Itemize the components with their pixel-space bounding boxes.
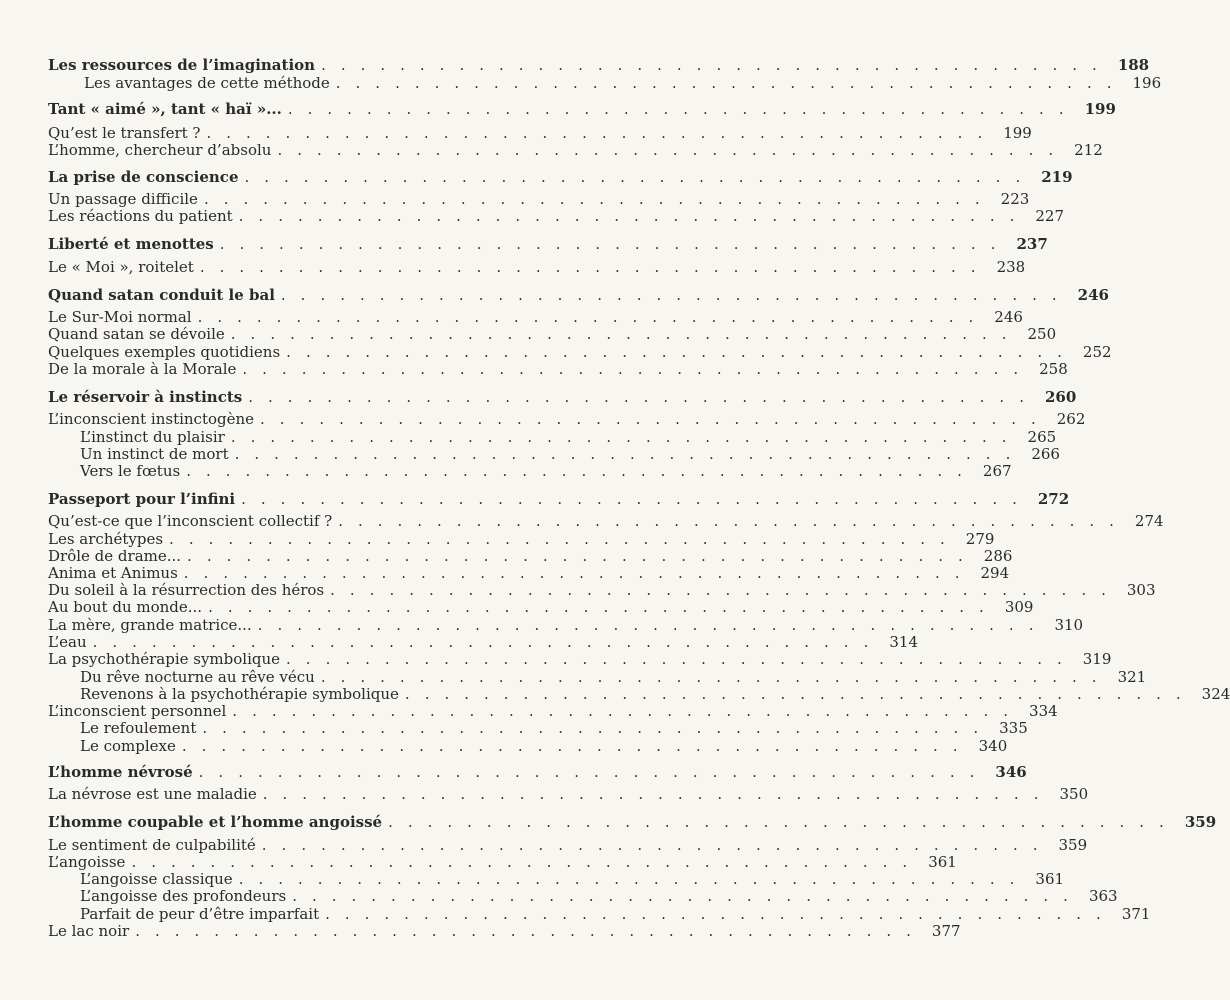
dot-leader: ........................................: [280, 286, 1072, 304]
toc-entry: [48, 168, 1073, 186]
dot-leader: ........................................: [248, 388, 1039, 406]
dot-leader: ........................................: [183, 564, 975, 582]
toc-entry-title: Au bout du monde...: [48, 598, 203, 616]
toc-entry-page-number: 286: [983, 547, 1013, 565]
toc-entry: [48, 763, 1027, 781]
toc-entry-page-number: 250: [1027, 325, 1057, 343]
dot-leader: ........................................: [92, 633, 884, 651]
toc-entry-title: L’homme névrosé: [48, 763, 193, 781]
dot-leader: ........................................: [187, 547, 978, 565]
dot-leader: ........................................: [206, 124, 998, 142]
toc-entry-title: L’angoisse: [48, 853, 126, 871]
toc-entry-page-number: 377: [931, 922, 961, 940]
toc-entry: [48, 258, 1026, 276]
dot-leader: ........................................: [232, 702, 1024, 720]
toc-entry: [84, 74, 1162, 92]
toc-entry-page-number: 371: [1121, 905, 1151, 923]
toc-entry-page-number: 309: [1004, 598, 1034, 616]
toc-entry: [80, 428, 1057, 446]
toc-entry-title: L’instinct du plaisir: [80, 428, 225, 446]
toc-entry-title: Du rêve nocturne au rêve vécu: [80, 668, 315, 686]
toc-entry-title: Tant « aimé », tant « haï »...: [48, 100, 282, 118]
toc-entry-title: Les avantages de cette méthode: [84, 74, 330, 92]
dot-leader: ........................................: [241, 490, 1032, 508]
dot-leader: ........................................: [330, 581, 1121, 599]
toc-entry-title: Les archétypes: [48, 530, 164, 548]
toc-entry-page-number: 223: [1000, 190, 1030, 208]
toc-entry: [48, 922, 961, 940]
toc-entry-page-number: 334: [1029, 702, 1058, 720]
dot-leader: ........................................: [230, 428, 1022, 446]
toc-entry-page-number: 303: [1126, 581, 1156, 599]
toc-entry: [80, 887, 1118, 905]
toc-entry-page-number: 267: [982, 462, 1012, 480]
toc-entry: [48, 388, 1077, 406]
toc-entry-page-number: 196: [1132, 74, 1162, 92]
toc-entry-page-number: 321: [1117, 668, 1147, 686]
toc-entry-page-number: 199: [1084, 100, 1116, 118]
toc-entry-page-number: 260: [1044, 388, 1077, 406]
toc-entry-page-number: 199: [1003, 124, 1032, 142]
toc-entry: [80, 462, 1012, 480]
dot-leader: ........................................: [169, 530, 960, 548]
toc-entry: [48, 141, 1103, 159]
toc-entry-page-number: 335: [999, 719, 1028, 737]
toc-entry-title: La prise de conscience: [48, 168, 239, 186]
dot-leader: ........................................: [388, 813, 1179, 831]
toc-entry-title: Liberté et menottes: [48, 235, 214, 253]
toc-entry: [48, 100, 1116, 118]
toc-entry-page-number: 237: [1016, 235, 1048, 253]
dot-leader: ........................................: [230, 325, 1022, 343]
toc-entry-title: La mère, grande matrice...: [48, 616, 252, 634]
toc-entry-page-number: 219: [1041, 168, 1073, 186]
dot-leader: ........................................: [292, 887, 1083, 905]
toc-entry-title: Revenons à la psychothérapie symbolique: [80, 685, 399, 703]
toc-entry: [48, 235, 1048, 253]
toc-entry: [48, 308, 1023, 326]
toc-entry-page-number: 227: [1035, 207, 1065, 225]
toc-entry-page-number: 238: [996, 258, 1026, 276]
dot-leader: ........................................: [198, 763, 990, 781]
dot-leader: ........................................: [404, 685, 1196, 703]
toc-entry: [48, 616, 1084, 634]
toc-entry-page-number: 188: [1117, 56, 1150, 74]
toc-entry: [48, 207, 1065, 225]
toc-entry: [80, 737, 1008, 755]
toc-entry: [48, 598, 1034, 616]
dot-leader: ........................................: [257, 616, 1049, 634]
dot-leader: ........................................: [260, 410, 1051, 428]
dot-leader: ........................................: [335, 74, 1127, 92]
toc-entry-title: Les réactions du patient: [48, 207, 233, 225]
toc-entry-title: Anima et Animus: [48, 564, 178, 582]
toc-entry-page-number: 262: [1056, 410, 1086, 428]
toc-entry: [48, 547, 1013, 565]
dot-leader: ........................................: [203, 190, 995, 208]
toc-entry-page-number: 319: [1082, 650, 1112, 668]
dot-leader: ........................................: [181, 737, 973, 755]
dot-leader: ........................................: [262, 785, 1054, 803]
toc-entry-title: Le lac noir: [48, 922, 130, 940]
toc-entry-page-number: 258: [1039, 360, 1068, 378]
toc-entry-page-number: 265: [1027, 428, 1057, 446]
dot-leader: ........................................: [261, 836, 1053, 854]
toc-entry: [48, 190, 1030, 208]
toc-entry-title: Le refoulement: [80, 719, 197, 737]
toc-entry-title: L’angoisse des profondeurs: [80, 887, 287, 905]
toc-entry-page-number: 212: [1074, 141, 1103, 159]
toc-entry: [48, 512, 1164, 530]
dot-leader: ........................................: [277, 141, 1069, 159]
dot-leader: ........................................: [320, 668, 1112, 686]
toc-entry: [48, 813, 1217, 831]
toc-entry-page-number: 324: [1201, 685, 1230, 703]
toc-entry-page-number: 252: [1082, 343, 1112, 361]
toc-entry-title: Passeport pour l’infini: [48, 490, 236, 508]
toc-entry-title: Parfait de peur d’être imparfait: [80, 905, 320, 923]
toc-entry: [48, 633, 918, 651]
toc-entry-title: De la morale à la Morale: [48, 360, 237, 378]
dot-leader: ........................................: [219, 235, 1011, 253]
dot-leader: ........................................: [325, 905, 1116, 923]
toc-entry: [48, 343, 1112, 361]
dot-leader: ........................................: [286, 650, 1077, 668]
toc-entry-page-number: 246: [1077, 286, 1109, 304]
toc-entry: [48, 853, 957, 871]
dot-leader: ........................................: [208, 598, 999, 616]
toc-entry-page-number: 310: [1054, 616, 1084, 634]
dot-leader: ........................................: [287, 100, 1079, 118]
dot-leader: ........................................: [131, 853, 923, 871]
toc-entry: [48, 530, 995, 548]
toc-entry: [48, 650, 1112, 668]
toc-entry-page-number: 361: [1035, 870, 1065, 888]
toc-entry: [48, 564, 1010, 582]
toc-entry-page-number: 359: [1184, 813, 1217, 831]
toc-entry-title: Qu’est-ce que l’inconscient collectif ?: [48, 512, 333, 530]
toc-entry-title: Les ressources de l’imagination: [48, 56, 316, 74]
toc-entry-title: La psychothérapie symbolique: [48, 650, 281, 668]
toc-entry-title: Le complexe: [80, 737, 176, 755]
dot-leader: ........................................: [321, 56, 1112, 74]
toc-entry: [48, 124, 1032, 142]
toc-entry: [80, 445, 1060, 463]
toc-entry: [48, 360, 1068, 378]
toc-entry-title: Le sentiment de culpabilité: [48, 836, 256, 854]
toc-entry-page-number: 266: [1031, 445, 1060, 463]
toc-entry: [48, 581, 1156, 599]
toc-entry-page-number: 274: [1134, 512, 1164, 530]
toc-entry-page-number: 350: [1059, 785, 1089, 803]
dot-leader: ........................................: [234, 445, 1026, 463]
toc-entry: [80, 685, 1230, 703]
dot-leader: ........................................: [238, 207, 1030, 225]
toc-entry: [48, 410, 1086, 428]
toc-entry-page-number: 314: [889, 633, 918, 651]
toc-entry-title: La névrose est une maladie: [48, 785, 257, 803]
dot-leader: ........................................: [202, 719, 994, 737]
toc-entry: [48, 785, 1089, 803]
toc-entry: [80, 719, 1028, 737]
dot-leader: ........................................: [186, 462, 977, 480]
toc-entry: [48, 286, 1109, 304]
toc-entry: [80, 870, 1065, 888]
dot-leader: ........................................: [199, 258, 991, 276]
toc-entry: [48, 836, 1088, 854]
toc-entry-page-number: 294: [980, 564, 1010, 582]
toc-entry-title: Le Sur-Moi normal: [48, 308, 192, 326]
toc-entry-title: Qu’est le transfert ?: [48, 124, 201, 142]
toc-entry-title: Un passage difficile: [48, 190, 198, 208]
dot-leader: ........................................: [286, 343, 1077, 361]
dot-leader: ........................................: [238, 870, 1030, 888]
toc-entry: [48, 490, 1070, 508]
toc-entry-title: Drôle de drame...: [48, 547, 182, 565]
toc-entry-title: L’angoisse classique: [80, 870, 233, 888]
toc-entry-title: Le « Moi », roitelet: [48, 258, 194, 276]
toc-entry: [48, 56, 1150, 74]
toc-entry-page-number: 279: [965, 530, 995, 548]
toc-entry-page-number: 359: [1058, 836, 1088, 854]
toc-entry-title: Un instinct de mort: [80, 445, 229, 463]
toc-entry-title: L’eau: [48, 633, 87, 651]
toc-entry-page-number: 361: [928, 853, 957, 871]
dot-leader: ........................................: [242, 360, 1034, 378]
toc-entry-title: Le réservoir à instincts: [48, 388, 243, 406]
toc-entry-title: Quelques exemples quotidiens: [48, 343, 281, 361]
toc-entry-title: L’inconscient personnel: [48, 702, 227, 720]
toc-entry-title: Quand satan conduit le bal: [48, 286, 275, 304]
toc-entry-title: L’homme, chercheur d’absolu: [48, 141, 272, 159]
toc-entry-page-number: 363: [1088, 887, 1118, 905]
toc-entry: [48, 702, 1058, 720]
toc-entry: [80, 905, 1151, 923]
dot-leader: ........................................: [244, 168, 1036, 186]
dot-leader: ........................................: [338, 512, 1129, 530]
toc-entry-title: Vers le fœtus: [80, 462, 181, 480]
toc-entry-title: L’homme coupable et l’homme angoissé: [48, 813, 383, 831]
toc-entry: [48, 325, 1057, 343]
dot-leader: ........................................: [135, 922, 926, 940]
toc-entry-title: L’inconscient instinctogène: [48, 410, 255, 428]
toc-entry-page-number: 340: [978, 737, 1008, 755]
toc-entry-page-number: 346: [995, 763, 1027, 781]
toc-entry: [80, 668, 1147, 686]
toc-entry-title: Quand satan se dévoile: [48, 325, 225, 343]
toc-entry-page-number: 272: [1037, 490, 1070, 508]
dot-leader: ........................................: [197, 308, 989, 326]
toc-entry-title: Du soleil à la résurrection des héros: [48, 581, 325, 599]
toc-entry-page-number: 246: [994, 308, 1023, 326]
